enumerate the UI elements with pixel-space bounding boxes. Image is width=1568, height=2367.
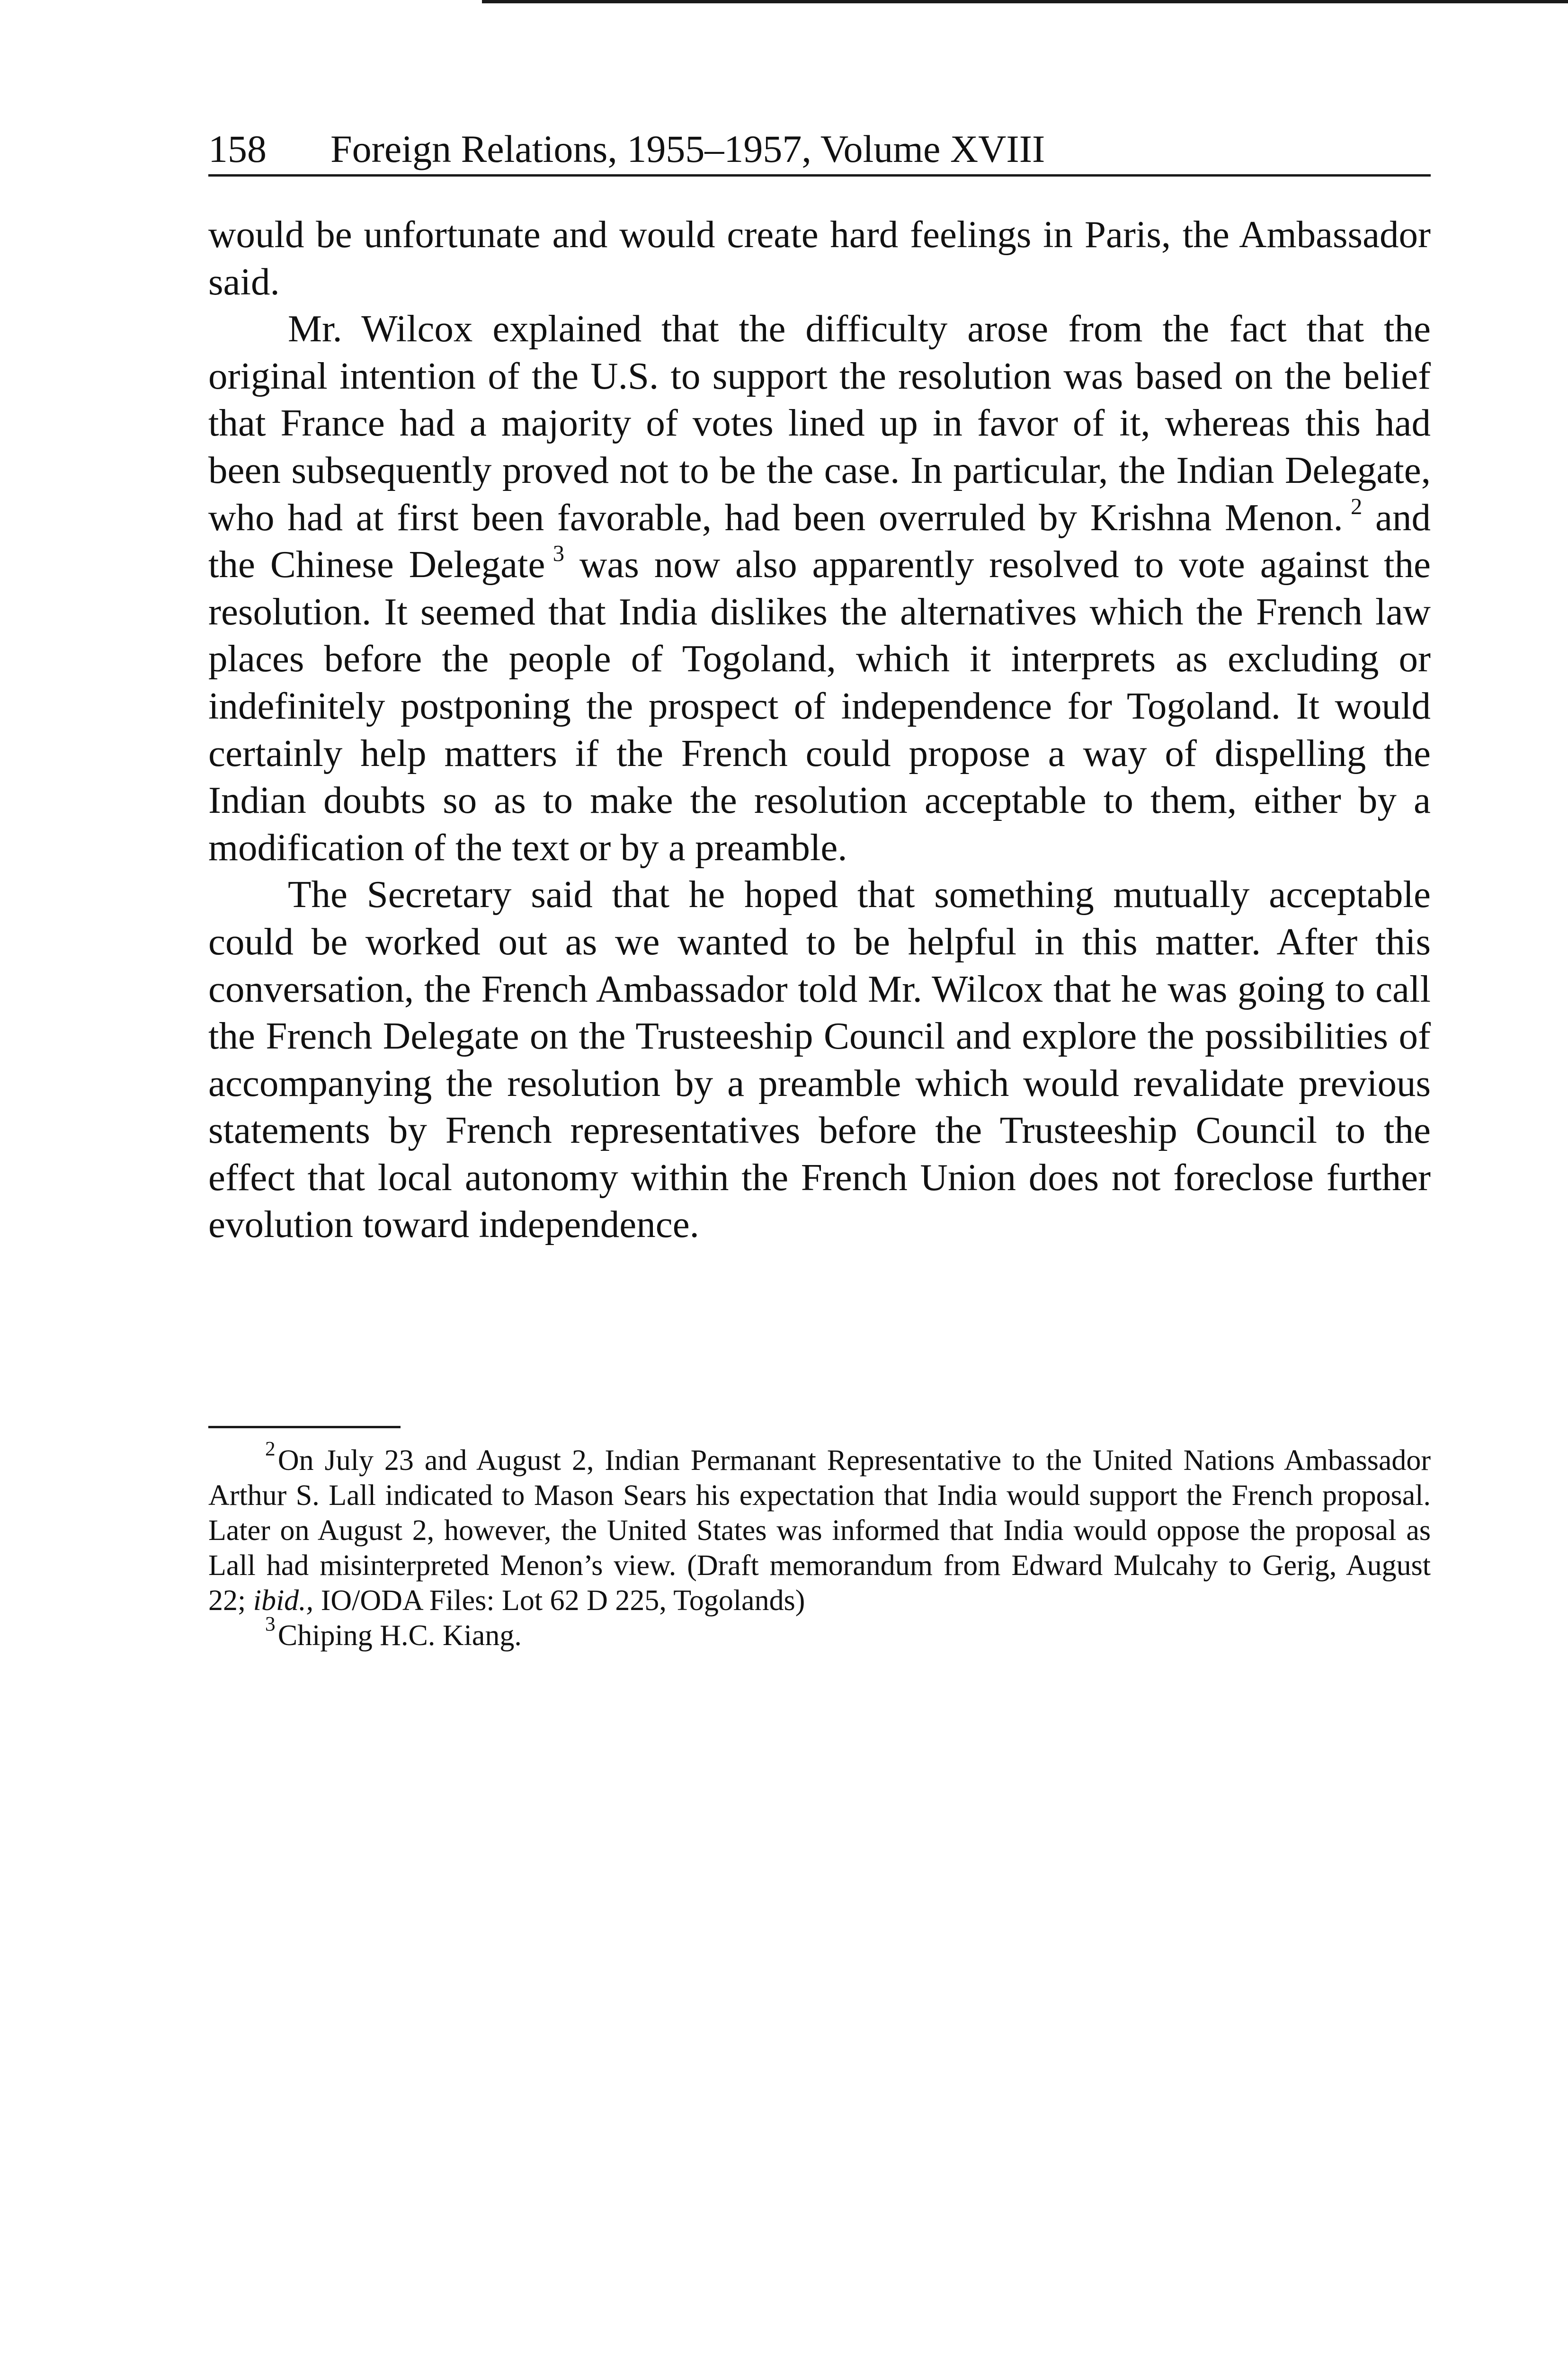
footnote-2-source: IO/ODA Files: Lot 62 D 225, Togolands) (321, 1584, 805, 1617)
page-number: 158 (208, 127, 267, 170)
paragraph-1: would be unfortunate and would create hard feelings in Paris, the Ambassador said. (208, 213, 1431, 303)
footnote-2-text: On July 23 and August 2, Indian Permanant Representative to the United Nations Ambassador Arthur S. Lall indicated to Mason Sears his expectation that India would support the French proposal. Later on August 2, however, the United States was informed that India would oppose the proposal as Lall had misinterpreted Menon’s view. (Draft memorandum from Edward Mulcahy to Gerig, August 22; (208, 1444, 1431, 1617)
footnote-3 (208, 1612, 1431, 1653)
footnote-separator (208, 1426, 401, 1428)
paragraph-2-part-a: Mr. Wilcox explained that the difficulty arose from the fact that the original intention of the U.S. to support the resolution was based on the belief that France had a majority of votes lined up in favor of it, whereas this had been subsequently proved not to be the case. In particular, the Indian Delegate, who had at first been favorable, had been overruled by Krishna Menon. (208, 307, 1431, 539)
paragraph-3: The Secretary said that he hoped that something mutually acceptable could be worked out as we wanted to be helpful in this matter. After this conversation, the French Ambassador told Mr. Wilcox that he was going to call the French Delegate on the Trusteeship Council and explore the possibilities of accompanying the resolution by a preamble which would revalidate previous statements by French representatives before the Trusteeship Council to the effect that local autonomy within the French Union does not foreclose further evolution toward independence. (208, 873, 1431, 1246)
footnotes (208, 1437, 1431, 1653)
paragraph-2-part-c: was now also apparently resolved to vote against the resolution. It seemed that India dislikes the alternatives which the French law places before the people of Togoland, which it interprets as excluding or indefinitely postponing the prospect of independence for Togoland. It would certainly help matters if the French could propose a way of dispelling the Indian doubts so as to make the resolution acceptable to them, either by a modification of the text or by a preamble. (208, 543, 1431, 869)
footnote-ref-3: 3 (552, 541, 565, 567)
footnote-2-marker: 2 (265, 1437, 276, 1460)
running-head-title: Foreign Relations, 1955–1957, Volume XVIII (330, 127, 1045, 170)
footnote-2-ibid: ibid., (253, 1584, 314, 1617)
paragraph-2 (208, 305, 1431, 871)
body-text (208, 211, 1431, 1248)
footnote-ref-2: 2 (1351, 493, 1363, 519)
footnote-2 (208, 1437, 1431, 1618)
paragraph-2-part-b: and the Chinese Delegate (208, 496, 1431, 586)
footnote-3-marker: 3 (265, 1612, 276, 1636)
top-edge-rule (482, 0, 1568, 3)
running-head (208, 124, 1431, 177)
footnote-3-text: Chiping H.C. Kiang. (277, 1620, 522, 1652)
